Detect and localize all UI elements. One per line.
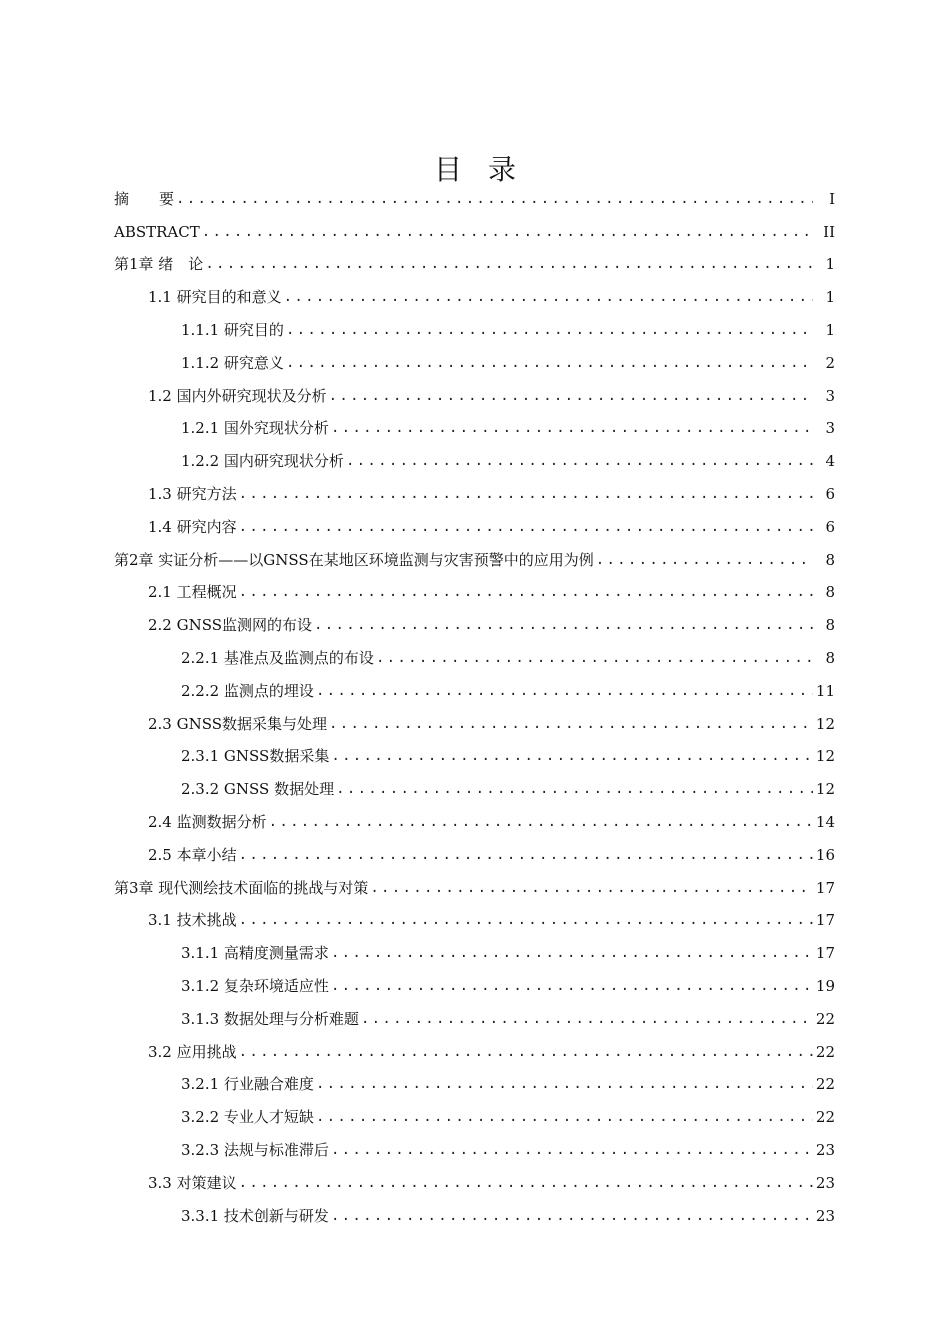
toc-entry-label: 1.3 研究方法 (148, 484, 237, 503)
toc-entry-page-number: 4 (825, 452, 835, 471)
toc-entry-page-number: 1 (825, 288, 835, 307)
toc-entry[interactable] (0, 345, 950, 378)
toc-entry[interactable] (0, 542, 950, 575)
toc-entry-label: 摘 要 (114, 189, 175, 208)
toc-entry-page-number: 23 (815, 1173, 835, 1192)
toc-dot-leader (329, 715, 813, 733)
toc-dot-leader (239, 583, 813, 601)
toc-entry[interactable] (0, 181, 950, 214)
toc-dot-leader (370, 879, 813, 897)
toc-dot-leader (239, 846, 813, 864)
toc-entry-label: 1.4 研究内容 (148, 517, 237, 536)
toc-entry-page-number: 19 (815, 976, 835, 995)
toc-entry[interactable] (0, 903, 950, 936)
toc-entry-page-number: 8 (825, 550, 835, 569)
toc-dot-leader (596, 551, 813, 569)
toc-dot-leader (239, 518, 813, 536)
toc-entry[interactable] (0, 804, 950, 837)
toc-dot-leader (331, 1207, 813, 1225)
toc-entry-page-number: 1 (825, 320, 835, 339)
toc-entry-page-number: 2 (825, 353, 835, 372)
toc-dot-leader (239, 1174, 813, 1192)
toc-entry[interactable] (0, 935, 950, 968)
toc-dot-leader (286, 321, 813, 339)
toc-entry-label: 2.1 工程概况 (148, 583, 237, 602)
toc-dot-leader (239, 911, 813, 929)
toc-entry-label: 2.2.1 基准点及监测点的布设 (181, 648, 374, 667)
toc-entry-label: 2.3.1 GNSS数据采集 (181, 747, 330, 766)
toc-entry[interactable] (0, 739, 950, 772)
toc-entry-label: 2.2 GNSS监测网的布设 (148, 616, 313, 635)
toc-entry[interactable] (0, 476, 950, 509)
toc-entry-page-number: 6 (825, 484, 835, 503)
toc-entry-page-number: 17 (815, 878, 835, 897)
toc-entry-label: 2.3 GNSS数据采集与处理 (148, 714, 328, 733)
toc-entry-label: 3.1.3 数据处理与分析难题 (181, 1009, 359, 1028)
toc-entry-label: 3.3.1 技术创新与研发 (181, 1206, 329, 1225)
toc-entry-page-number: 8 (825, 648, 835, 667)
toc-list (0, 181, 950, 1231)
toc-entry-label: 1.1.1 研究目的 (181, 320, 284, 339)
toc-entry[interactable] (0, 673, 950, 706)
toc-dot-leader (286, 354, 813, 372)
toc-entry-page-number: 1 (825, 255, 835, 274)
toc-entry[interactable] (0, 279, 950, 312)
toc-entry-label: 1.1.2 研究意义 (181, 353, 284, 372)
toc-entry-label: 3.1.2 复杂环境适应性 (181, 976, 329, 995)
toc-entry-label: 3.2 应用挑战 (148, 1042, 237, 1061)
toc-dot-leader (269, 813, 813, 831)
toc-dot-leader (329, 387, 813, 405)
toc-entry[interactable] (0, 575, 950, 608)
toc-entry-label: 3.3 对策建议 (148, 1173, 237, 1192)
toc-dot-leader (361, 1010, 813, 1028)
toc-entry[interactable] (0, 443, 950, 476)
toc-entry[interactable] (0, 1198, 950, 1231)
toc-entry-page-number: 22 (815, 1042, 835, 1061)
toc-entry-label: 3.1.1 高精度测量需求 (181, 944, 329, 963)
toc-entry[interactable] (0, 214, 950, 247)
toc-entry-page-number: 22 (815, 1009, 835, 1028)
toc-entry-page-number: 22 (815, 1075, 835, 1094)
toc-dot-leader (202, 223, 813, 241)
toc-entry-label: 3.2.3 法规与标准滞后 (181, 1140, 329, 1159)
toc-entry[interactable] (0, 509, 950, 542)
toc-entry-page-number: 14 (815, 812, 835, 831)
toc-entry[interactable] (0, 1165, 950, 1198)
toc-dot-leader (316, 682, 813, 700)
toc-entry[interactable] (0, 1132, 950, 1165)
toc-title: 目录 (433, 153, 542, 186)
toc-entry-label: 2.4 监测数据分析 (148, 812, 267, 831)
toc-dot-leader (176, 190, 813, 208)
toc-entry-page-number: 11 (815, 681, 835, 700)
toc-entry-label: 1.2 国内外研究现状及分析 (148, 386, 327, 405)
toc-entry-page-number: 17 (815, 911, 835, 930)
toc-dot-leader (239, 1043, 813, 1061)
toc-entry-label: 1.1 研究目的和意义 (148, 288, 282, 307)
toc-entry-label: 1.2.1 国外究现状分析 (181, 419, 329, 438)
toc-entry-page-number: 12 (815, 714, 835, 733)
toc-entry-page-number: 22 (815, 1108, 835, 1127)
toc-entry[interactable] (0, 247, 950, 280)
toc-entry-page-number: I (829, 189, 835, 208)
toc-dot-leader (331, 944, 813, 962)
toc-entry-label: 第1章 绪 论 (114, 255, 204, 274)
toc-entry-page-number: 23 (815, 1140, 835, 1159)
toc-entry-page-number: 16 (815, 845, 835, 864)
toc-entry-label: 1.2.2 国内研究现状分析 (181, 452, 344, 471)
toc-entry-label: 3.2.1 行业融合难度 (181, 1075, 314, 1094)
toc-entry-page-number: 12 (815, 780, 835, 799)
toc-dot-leader (376, 649, 813, 667)
toc-dot-leader (331, 747, 813, 765)
toc-entry-label: 2.5 本章小结 (148, 845, 237, 864)
toc-entry-page-number: 6 (825, 517, 835, 536)
toc-entry-label: 2.3.2 GNSS 数据处理 (181, 780, 335, 799)
toc-entry-page-number: 17 (815, 944, 835, 963)
toc-entry-label: 3.2.2 专业人才短缺 (181, 1108, 314, 1127)
toc-entry[interactable] (0, 378, 950, 411)
toc-entry-page-number: 8 (825, 583, 835, 602)
toc-entry[interactable] (0, 968, 950, 1001)
toc-entry-label: 3.1 技术挑战 (148, 911, 237, 930)
toc-entry-page-number: 23 (815, 1206, 835, 1225)
toc-entry-label: 第3章 现代测绘技术面临的挑战与对策 (114, 878, 369, 897)
toc-dot-leader (239, 485, 813, 503)
toc-dot-leader (316, 1075, 813, 1093)
toc-dot-leader (336, 780, 813, 798)
toc-entry[interactable] (0, 837, 950, 870)
toc-entry[interactable] (0, 640, 950, 673)
toc-dot-leader (331, 977, 813, 995)
toc-entry[interactable] (0, 870, 950, 903)
toc-entry[interactable] (0, 411, 950, 444)
toc-dot-leader (331, 1141, 813, 1159)
toc-entry-label: 2.2.2 监测点的埋设 (181, 681, 314, 700)
toc-entry-page-number: II (823, 222, 835, 241)
toc-entry-page-number: 3 (825, 386, 835, 405)
toc-entry[interactable] (0, 312, 950, 345)
toc-entry[interactable] (0, 1034, 950, 1067)
toc-entry-label: ABSTRACT (114, 222, 200, 241)
toc-dot-leader (331, 419, 813, 437)
toc-dot-leader (346, 452, 813, 470)
toc-entry[interactable] (0, 1099, 950, 1132)
toc-dot-leader (284, 288, 813, 306)
toc-entry[interactable] (0, 1001, 950, 1034)
toc-entry-page-number: 3 (825, 419, 835, 438)
toc-entry[interactable] (0, 771, 950, 804)
toc-dot-leader (205, 255, 813, 273)
toc-entry-page-number: 12 (815, 747, 835, 766)
toc-dot-leader (314, 616, 813, 634)
toc-entry[interactable] (0, 1067, 950, 1100)
toc-entry-page-number: 8 (825, 616, 835, 635)
toc-entry-label: 第2章 实证分析——以GNSS在某地区环境监测与灾害预警中的应用为例 (114, 550, 594, 569)
toc-entry[interactable] (0, 706, 950, 739)
toc-entry[interactable] (0, 607, 950, 640)
toc-dot-leader (316, 1108, 813, 1126)
